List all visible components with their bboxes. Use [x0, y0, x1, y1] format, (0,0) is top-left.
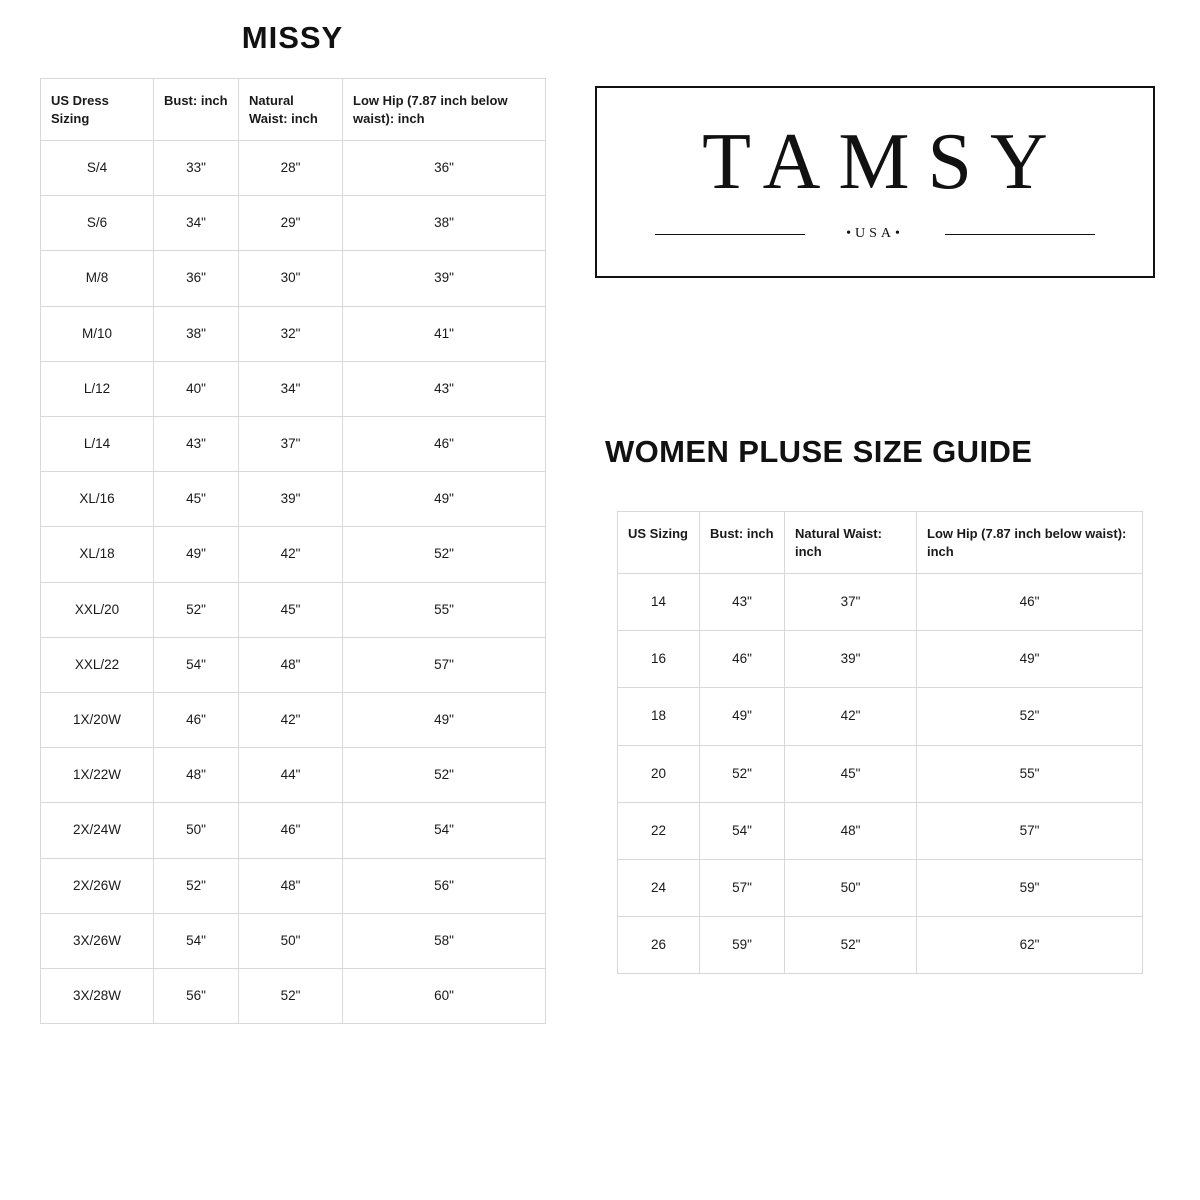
cell-waist: 30" [239, 251, 343, 306]
cell-waist: 48" [239, 858, 343, 913]
cell-hip: 49" [343, 472, 546, 527]
cell-bust: 54" [700, 802, 785, 859]
cell-size: 20 [618, 745, 700, 802]
cell-size: 14 [618, 574, 700, 631]
cell-waist: 50" [785, 860, 917, 917]
cell-bust: 52" [700, 745, 785, 802]
cell-hip: 41" [343, 306, 546, 361]
cell-size: 22 [618, 802, 700, 859]
cell-size: M/8 [41, 251, 154, 306]
cell-bust: 59" [700, 917, 785, 974]
cell-waist: 42" [239, 692, 343, 747]
cell-waist: 52" [785, 917, 917, 974]
cell-waist: 28" [239, 141, 343, 196]
table-row [618, 631, 1143, 688]
cell-size: 1X/22W [41, 748, 154, 803]
cell-hip: 39" [343, 251, 546, 306]
cell-waist: 46" [239, 803, 343, 858]
cell-size: 2X/26W [41, 858, 154, 913]
table-row [41, 306, 546, 361]
brand-wordmark: TAMSY [702, 118, 1066, 206]
column-header-bust: Bust: inch [700, 512, 785, 574]
cell-waist: 45" [239, 582, 343, 637]
missy-size-table [40, 78, 546, 1024]
cell-bust: 48" [154, 748, 239, 803]
cell-bust: 34" [154, 196, 239, 251]
divider-left [655, 234, 805, 235]
table-row [41, 527, 546, 582]
cell-hip: 54" [343, 803, 546, 858]
cell-hip: 62" [917, 917, 1143, 974]
cell-hip: 52" [343, 748, 546, 803]
cell-size: 26 [618, 917, 700, 974]
table-row [618, 802, 1143, 859]
cell-hip: 55" [343, 582, 546, 637]
divider-right [945, 234, 1095, 235]
column-header-us-sizing: US Sizing [618, 512, 700, 574]
cell-waist: 39" [239, 472, 343, 527]
cell-bust: 52" [154, 582, 239, 637]
table-header-row [41, 79, 546, 141]
right-column [595, 86, 1157, 953]
cell-bust: 57" [700, 860, 785, 917]
cell-waist: 34" [239, 361, 343, 416]
table-row [41, 913, 546, 968]
cell-hip: 58" [343, 913, 546, 968]
table-row [41, 417, 546, 472]
cell-waist: 42" [239, 527, 343, 582]
cell-hip: 59" [917, 860, 1143, 917]
cell-bust: 52" [154, 858, 239, 913]
table-row [41, 251, 546, 306]
cell-size: L/14 [41, 417, 154, 472]
cell-size: 24 [618, 860, 700, 917]
cell-hip: 60" [343, 968, 546, 1023]
table-row [41, 858, 546, 913]
cell-bust: 38" [154, 306, 239, 361]
table-row [41, 748, 546, 803]
cell-waist: 50" [239, 913, 343, 968]
cell-hip: 52" [917, 688, 1143, 745]
table-row [41, 968, 546, 1023]
table-row [41, 472, 546, 527]
brand-subline [655, 226, 1095, 242]
table-row [41, 196, 546, 251]
cell-size: XL/16 [41, 472, 154, 527]
cell-bust: 54" [154, 637, 239, 692]
cell-waist: 42" [785, 688, 917, 745]
column-header-natural-waist: Natural Waist: inch [239, 79, 343, 141]
table-row [41, 692, 546, 747]
cell-size: S/6 [41, 196, 154, 251]
table-row [41, 637, 546, 692]
cell-waist: 48" [239, 637, 343, 692]
cell-bust: 50" [154, 803, 239, 858]
table-row [618, 688, 1143, 745]
table-row [618, 917, 1143, 974]
cell-hip: 49" [343, 692, 546, 747]
cell-waist: 48" [785, 802, 917, 859]
cell-bust: 45" [154, 472, 239, 527]
cell-waist: 37" [785, 574, 917, 631]
cell-waist: 44" [239, 748, 343, 803]
plus-size-title: WOMEN PLUSE SIZE GUIDE [605, 434, 1033, 469]
cell-size: 2X/24W [41, 803, 154, 858]
cell-size: 3X/28W [41, 968, 154, 1023]
column-header-low-hip: Low Hip (7.87 inch below waist): inch [917, 512, 1143, 574]
cell-bust: 46" [154, 692, 239, 747]
column-header-natural-waist: Natural Waist: inch [785, 512, 917, 574]
cell-size: 18 [618, 688, 700, 745]
cell-bust: 43" [700, 574, 785, 631]
cell-bust: 33" [154, 141, 239, 196]
cell-size: 16 [618, 631, 700, 688]
cell-size: XXL/22 [41, 637, 154, 692]
cell-hip: 52" [343, 527, 546, 582]
cell-size: M/10 [41, 306, 154, 361]
table-row [41, 141, 546, 196]
cell-bust: 40" [154, 361, 239, 416]
cell-hip: 55" [917, 745, 1143, 802]
cell-bust: 46" [700, 631, 785, 688]
cell-waist: 39" [785, 631, 917, 688]
brand-logo [595, 86, 1155, 278]
cell-bust: 36" [154, 251, 239, 306]
cell-hip: 56" [343, 858, 546, 913]
cell-waist: 29" [239, 196, 343, 251]
missy-title: MISSY [241, 20, 344, 55]
missy-size-section [40, 20, 545, 1024]
column-header-us-dress-sizing: US Dress Sizing [41, 79, 154, 141]
cell-size: 1X/20W [41, 692, 154, 747]
cell-hip: 49" [917, 631, 1143, 688]
cell-hip: 57" [917, 802, 1143, 859]
table-header-row [618, 512, 1143, 574]
cell-hip: 38" [343, 196, 546, 251]
cell-hip: 43" [343, 361, 546, 416]
column-header-low-hip: Low Hip (7.87 inch below waist): inch [343, 79, 546, 141]
table-row [618, 860, 1143, 917]
column-header-bust: Bust: inch [154, 79, 239, 141]
cell-waist: 45" [785, 745, 917, 802]
cell-bust: 49" [154, 527, 239, 582]
cell-size: XL/18 [41, 527, 154, 582]
cell-hip: 46" [917, 574, 1143, 631]
table-row [41, 803, 546, 858]
plus-size-section [617, 511, 1142, 974]
cell-bust: 56" [154, 968, 239, 1023]
cell-waist: 32" [239, 306, 343, 361]
table-row [41, 361, 546, 416]
cell-bust: 43" [154, 417, 239, 472]
cell-size: S/4 [41, 141, 154, 196]
cell-waist: 52" [239, 968, 343, 1023]
plus-size-table [617, 511, 1143, 974]
cell-hip: 36" [343, 141, 546, 196]
cell-size: XXL/20 [41, 582, 154, 637]
cell-bust: 49" [700, 688, 785, 745]
brand-usa-label: •USA• [836, 226, 914, 242]
cell-size: 3X/26W [41, 913, 154, 968]
cell-hip: 46" [343, 417, 546, 472]
table-row [618, 745, 1143, 802]
cell-bust: 54" [154, 913, 239, 968]
cell-hip: 57" [343, 637, 546, 692]
table-row [41, 582, 546, 637]
cell-size: L/12 [41, 361, 154, 416]
cell-waist: 37" [239, 417, 343, 472]
table-row [618, 574, 1143, 631]
